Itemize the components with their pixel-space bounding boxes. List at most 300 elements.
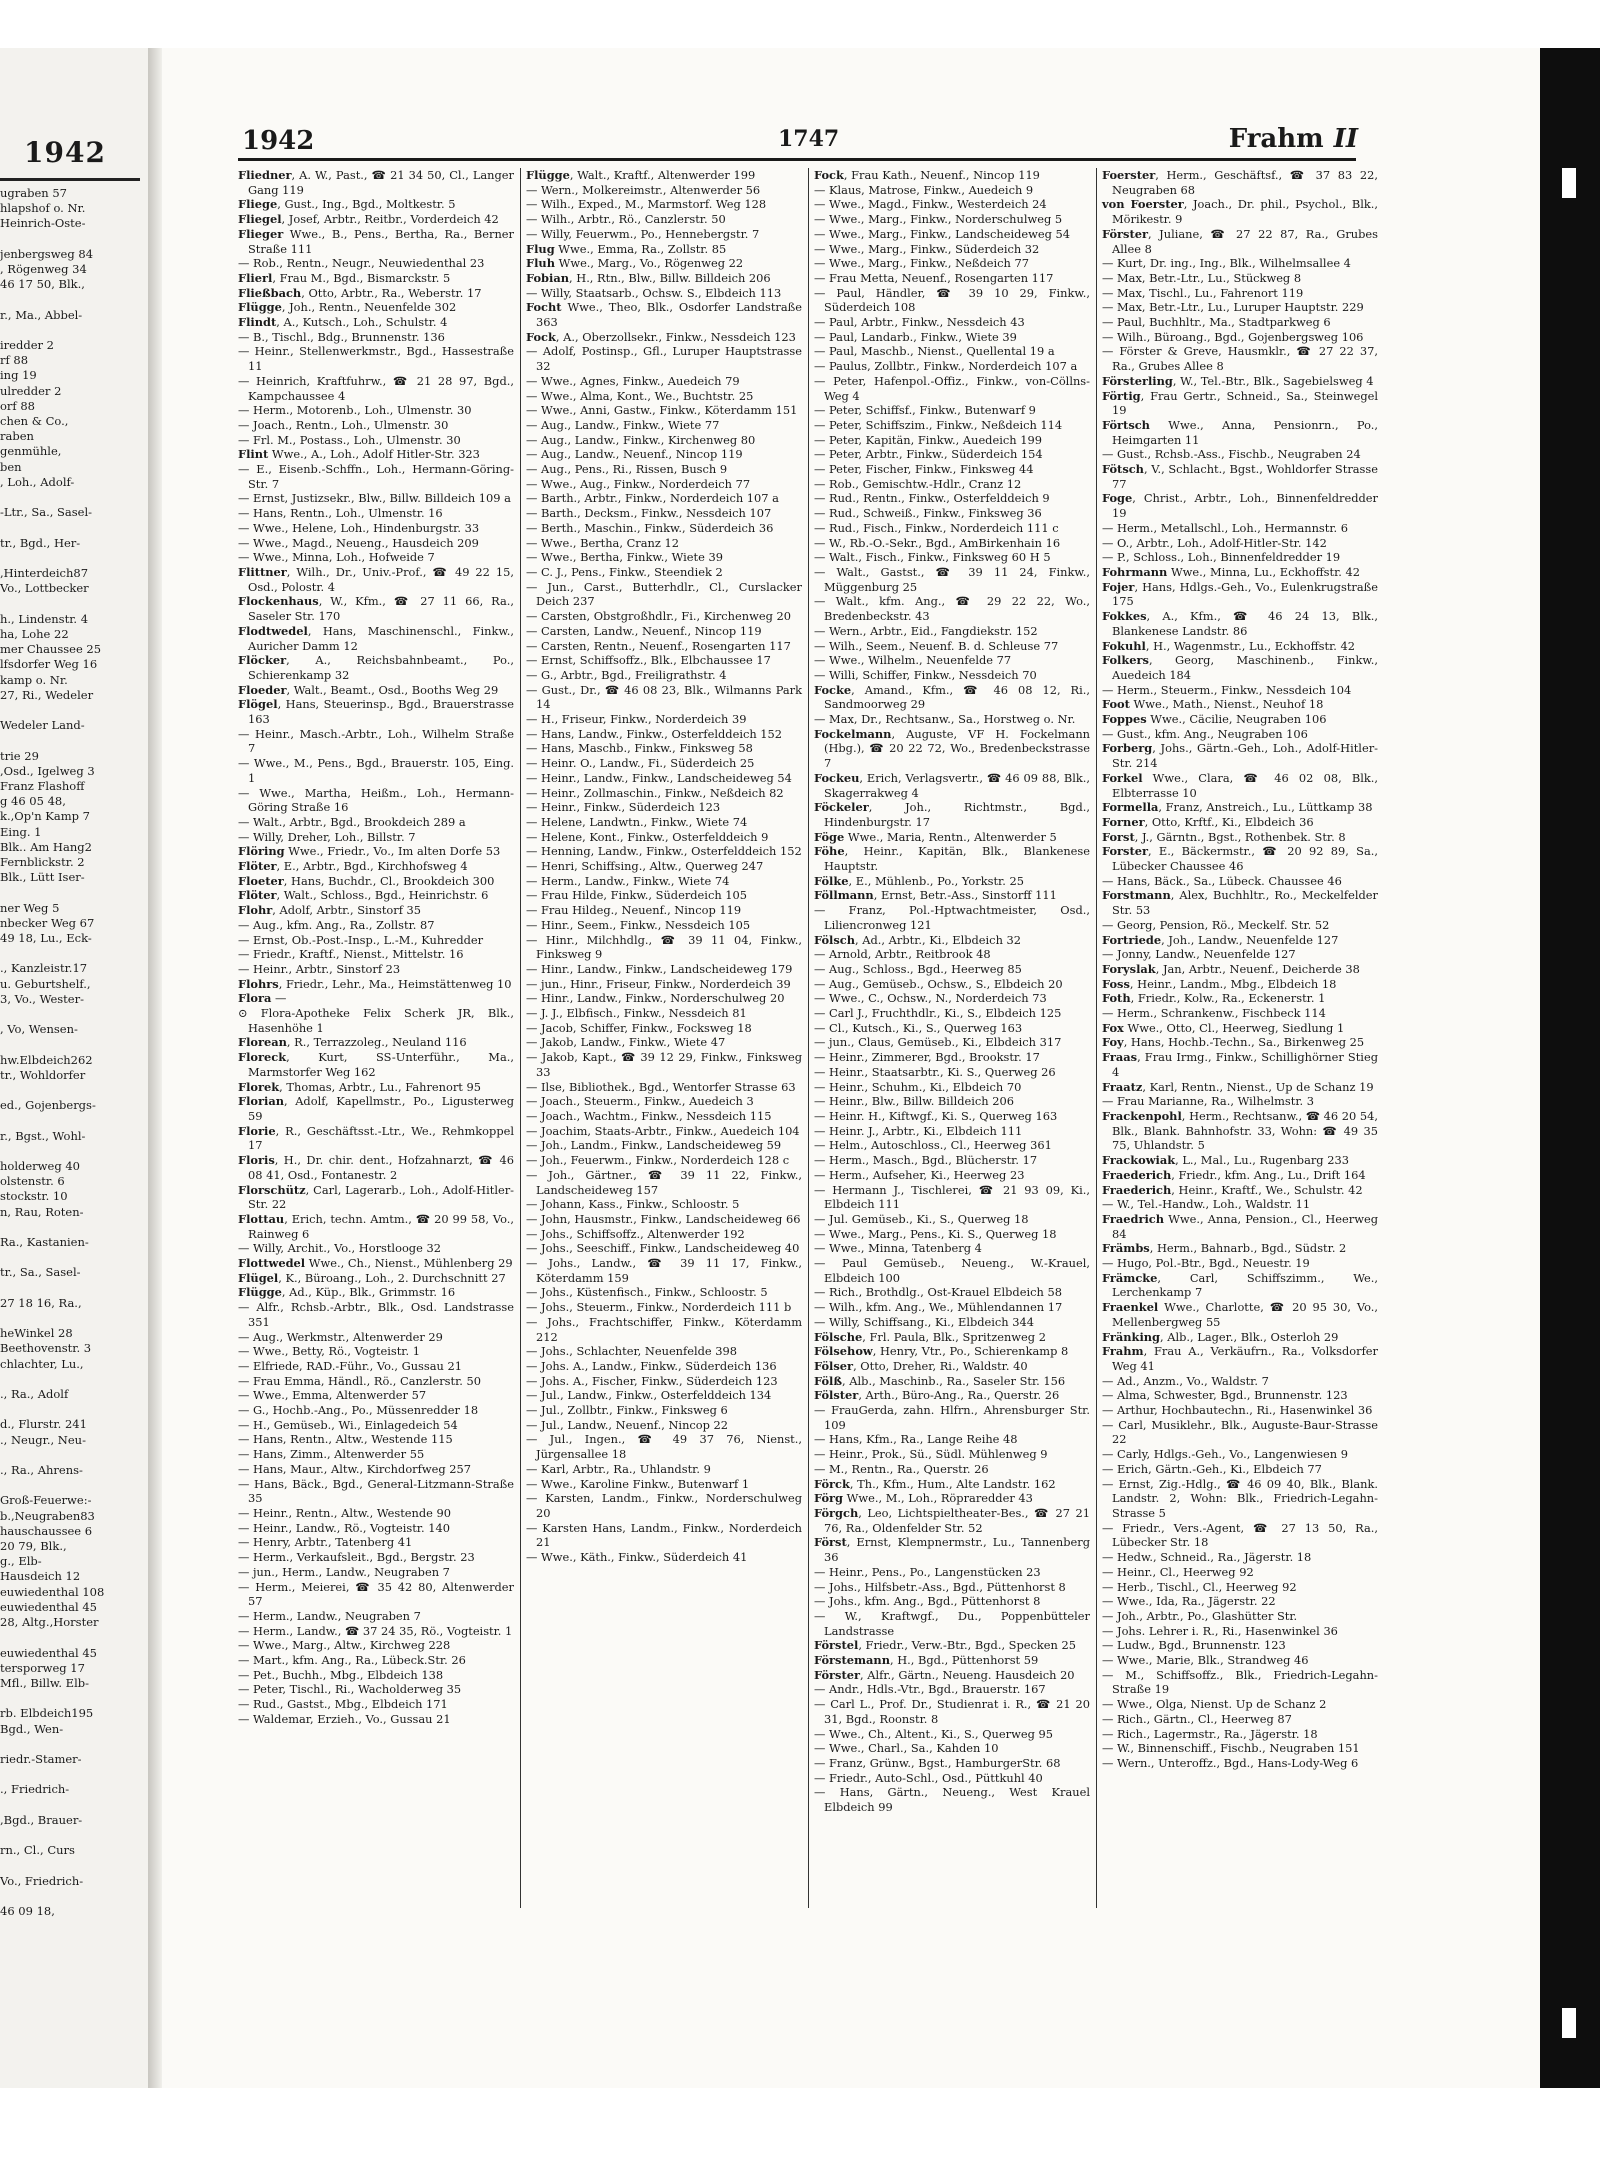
entry-details: , Ernst, Klempnermstr., Lu., Tannenberg 36 — [824, 1535, 1090, 1565]
directory-entry — [238, 1462, 514, 1477]
entry-details: — Hans, Landw., Finkw., Osterfelddeich 152 — [526, 726, 783, 741]
entry-details: , Jan, Arbtr., Neuenf., Deicherde 38 — [1155, 961, 1360, 976]
entry-surname: Fölster — [814, 1388, 859, 1403]
directory-entry — [526, 1241, 802, 1256]
directory-entry — [1102, 374, 1378, 389]
left-page-line: n, Rau, Roten- — [0, 1204, 84, 1219]
left-page-line: euwiedenthal 108 — [0, 1584, 105, 1599]
directory-entry — [526, 741, 802, 756]
directory-entry — [1102, 609, 1378, 638]
directory-entry — [238, 1653, 514, 1668]
entry-details: — Walt., Gastst., ☎ 39 11 24, Finkw., Müggenburg 25 — [814, 564, 1090, 594]
entry-details: , Wilh., Dr., Univ.-Prof., ☎ 49 22 15, Osd., Polostr. 4 — [248, 564, 514, 594]
directory-entry — [814, 242, 1090, 257]
left-page-line — [0, 1083, 140, 1098]
directory-entry — [814, 1771, 1090, 1786]
entry-details: , Thomas, Arbtr., Lu., Fahrenort 95 — [279, 1079, 481, 1094]
entry-surname: Forner — [1102, 814, 1145, 829]
directory-entry — [1102, 1183, 1378, 1198]
directory-entry — [526, 712, 802, 727]
directory-entry — [526, 1035, 802, 1050]
entry-details: — Carly, Hdlgs.-Geh., Vo., Langenwiesen 9 — [1102, 1447, 1348, 1462]
entry-surname: Florschütz — [238, 1182, 306, 1197]
entry-details: — Ilse, Bibliothek., Bgd., Wentorfer Strasse 63 — [526, 1079, 796, 1094]
directory-entry — [814, 1035, 1090, 1050]
left-page-line: k.,Op'n Kamp 7 — [0, 809, 90, 824]
directory-entry — [814, 506, 1090, 521]
entry-details: — Frau Marianne, Ra., Wilhelmstr. 3 — [1102, 1094, 1315, 1109]
entry-details: — Heinr. J., Arbtr., Ki., Elbdeich 111 — [814, 1123, 1023, 1138]
directory-entry — [814, 683, 1090, 712]
directory-entry — [526, 903, 802, 918]
directory-entry — [238, 1477, 514, 1506]
directory-entry — [238, 1183, 514, 1212]
directory-entry — [238, 506, 514, 521]
entry-details: , A. W., Past., ☎ 21 34 50, Cl., Langer Gang 119 — [248, 168, 514, 197]
directory-entry — [526, 168, 802, 183]
entry-details: , H., Rtn., Blw., Billw. Billdeich 206 — [569, 270, 771, 285]
left-page-line: Bgd., Wen- — [0, 1721, 64, 1736]
entry-details: — Heinr. H., Kiftwgf., Ki. S., Querweg 163 — [814, 1109, 1058, 1123]
entry-surname: Fockeu — [814, 770, 860, 785]
entry-details: — Rud., Fisch., Finkw., Norderdeich 111 c — [814, 520, 1059, 535]
directory-entry — [1102, 977, 1378, 992]
directory-entry — [814, 1109, 1090, 1124]
directory-entry — [526, 800, 802, 815]
entry-details: — Barth., Decksm., Finkw., Nessdeich 107 — [526, 506, 772, 521]
entry-details: — Mart., kfm. Ang., Ra., Lübeck.Str. 26 — [238, 1653, 466, 1668]
directory-entry — [1102, 683, 1378, 698]
entry-details: — Wwe., Anni, Gastw., Finkw., Köterdamm 151 — [526, 403, 798, 418]
entry-details: , Frau Kath., Neuenf., Nincop 119 — [843, 168, 1040, 182]
entry-details: , Alb., Lager., Blk., Osterloh 29 — [1160, 1329, 1339, 1344]
entry-details: — Herm., Meierei, ☎ 35 42 80, Altenwerder 57 — [238, 1579, 514, 1609]
entry-details: , E., Bäckermstr., ☎ 20 92 89, Sa., Lübecker Chaussee 46 — [1112, 844, 1378, 874]
entry-details: — jun., Herm., Landw., Neugraben 7 — [238, 1564, 450, 1579]
entry-surname: Flögel — [238, 697, 278, 712]
directory-entry — [814, 168, 1090, 183]
directory-entry — [238, 624, 514, 653]
directory-entry — [814, 1138, 1090, 1153]
entry-details: , Juliane, ☎ 27 22 87, Ra., Grubes Allee 8 — [1112, 226, 1378, 256]
entry-details: , L., Mal., Lu., Rugenbarg 233 — [1175, 1153, 1349, 1168]
entry-details: — Friedr., Kraftf., Nienst., Mittelstr. 16 — [238, 947, 464, 962]
left-page-line: nbecker Weg 67 — [0, 915, 95, 930]
directory-entry — [526, 1418, 802, 1433]
entry-details: — Hinr., Landw., Finkw., Norderschulweg 20 — [526, 991, 785, 1006]
directory-entry — [814, 1080, 1090, 1095]
directory-entry — [814, 1535, 1090, 1564]
entry-surname: Frackowiak — [1102, 1153, 1176, 1168]
entry-details: — Wwe., Marg., Pens., Ki. S., Querweg 18 — [814, 1226, 1057, 1241]
entry-details: — Arthur, Hochbautechn., Ri., Hasenwinkel 36 — [1102, 1403, 1373, 1418]
entry-details: — Heinr., Pens., Po., Langenstücken 23 — [814, 1564, 1041, 1579]
directory-entry — [814, 1477, 1090, 1492]
entry-details: — Rob., Rentn., Neugr., Neuwiedenthal 23 — [238, 256, 485, 271]
entry-details: — Hans, Rentn., Altw., Westende 115 — [238, 1432, 453, 1447]
left-page-line: tr., Sa., Sasel- — [0, 1265, 81, 1280]
left-page-line — [0, 1478, 140, 1493]
entry-details: — Heinr., Rentn., Altw., Westende 90 — [238, 1505, 452, 1520]
directory-entry — [814, 977, 1090, 992]
column-divider — [808, 168, 809, 1908]
directory-entry — [526, 977, 802, 992]
directory-entry — [526, 1197, 802, 1212]
left-page-line: r., Ma., Abbel- — [0, 307, 83, 322]
entry-details: — Paulus, Zollbtr., Finkw., Norderdeich 107 a — [814, 359, 1078, 374]
entry-surname: Flieger — [238, 226, 284, 241]
directory-entry — [814, 1227, 1090, 1242]
entry-details: — Aug., Landw., Finkw., Kirchenweg 80 — [526, 432, 756, 447]
left-page-line: ben — [0, 459, 22, 474]
entry-details: — Max, Dr., Rechtsanw., Sa., Horstweg o. Nr. — [814, 712, 1076, 727]
left-page-line: ing 19 — [0, 368, 37, 383]
entry-details: — Wwe., Ch., Altent., Ki., S., Querweg 95 — [814, 1726, 1053, 1741]
directory-entry — [1102, 344, 1378, 373]
directory-entry — [238, 1388, 514, 1403]
directory-entry — [238, 536, 514, 551]
entry-surname: Fobian — [526, 270, 570, 285]
entry-details: — Wwe., Bertha, Finkw., Wiete 39 — [526, 550, 723, 565]
directory-entry — [1102, 447, 1378, 462]
left-page-line: ,Hinterdeich87 — [0, 566, 89, 581]
entry-details: — Heinr., Blw., Billw. Billdeich 206 — [814, 1094, 1014, 1109]
entry-details: — Ludw., Bgd., Brunnenstr. 123 — [1102, 1638, 1286, 1653]
entry-surname: Förtsch — [1102, 417, 1150, 432]
left-page-line — [0, 596, 140, 611]
entry-details: Wwe., Anna, Pensionrn., Po., Heimgarten 11 — [1112, 417, 1378, 447]
entry-surname: Folkers — [1102, 653, 1149, 668]
directory-entry — [526, 1521, 802, 1550]
entry-details: — Joachim, Staats-Arbtr., Finkw., Auedeich 104 — [526, 1123, 800, 1138]
entry-details: — Frau Hildeg., Neuenf., Nincop 119 — [526, 903, 742, 918]
directory-entry — [238, 1330, 514, 1345]
entry-details: — Heinr., Stellenwerkmstr., Bgd., Hassestraße 11 — [238, 344, 514, 374]
running-head-name: Frahm — [1228, 124, 1324, 154]
entry-details: — Wern., Arbtr., Eid., Fangdiekstr. 152 — [814, 623, 1038, 638]
entry-details: — Hermann J., Tischlerei, ☎ 21 93 09, Ki., Elbdeich 111 — [814, 1182, 1090, 1212]
directory-entry — [526, 418, 802, 433]
directory-entry — [1102, 1521, 1378, 1550]
directory-entry — [526, 1021, 802, 1036]
entry-surname: Flodtwedel — [238, 623, 308, 638]
entry-surname: Fraedrich — [1102, 1211, 1165, 1226]
entry-details: — Wilh., kfm. Ang., We., Mühlendannen 17 — [814, 1300, 1063, 1315]
directory-entry — [238, 1359, 514, 1374]
entry-details: — Herm., Masch., Bgd., Blücherstr. 17 — [814, 1153, 1038, 1168]
left-page-line — [0, 1691, 140, 1706]
entry-details: , Otto, Arbtr., Ra., Weberstr. 17 — [301, 285, 482, 300]
directory-entry — [1102, 550, 1378, 565]
directory-entry — [1102, 1741, 1378, 1756]
entry-details: — Helene, Landwtn., Finkw., Wiete 74 — [526, 814, 748, 829]
entry-details: , Hans, Buchdr., Cl., Brookdeich 300 — [283, 873, 495, 888]
entry-details: — Walt., kfm. Ang., ☎ 29 22 22, Wo., Bredenbeckstr. 43 — [814, 594, 1090, 624]
directory-entry — [814, 359, 1090, 374]
entry-details: — Frl. M., Postass., Loh., Ulmenstr. 30 — [238, 432, 461, 447]
entry-surname: Fraas — [1102, 1050, 1138, 1065]
column-divider — [1096, 168, 1097, 1908]
directory-entry — [238, 1638, 514, 1653]
directory-entry — [526, 1153, 802, 1168]
directory-entry — [1102, 1653, 1378, 1668]
entry-details: — Jul., Ingen., ☎ 49 37 76, Nienst., Jürgensallee 18 — [526, 1432, 802, 1462]
directory-entry — [238, 1682, 514, 1697]
directory-entry — [814, 1580, 1090, 1595]
entry-details: — Wwe., Minna, Tatenberg 4 — [814, 1241, 982, 1256]
directory-entry — [814, 1506, 1090, 1535]
entry-details: — Friedr., Auto-Schl., Osd., Püttkuhl 40 — [814, 1770, 1043, 1785]
entry-details: — Herm., Landw., ☎ 37 24 35, Rö., Vogteistr. 1 — [238, 1623, 513, 1638]
directory-entry — [1102, 1050, 1378, 1079]
entry-details: Wwe., Theo, Blk., Osdorfer Landstraße 363 — [536, 300, 802, 330]
directory-entry — [238, 1712, 514, 1727]
directory-entry — [526, 1432, 802, 1461]
directory-entry — [1102, 844, 1378, 873]
entry-surname: Flottwedel — [238, 1256, 306, 1271]
directory-entry — [526, 844, 802, 859]
entry-details: — Herm., Metallschl., Loh., Hermannstr. 6 — [1102, 520, 1349, 535]
directory-entry — [1102, 888, 1378, 917]
entry-details: , Walt., Schloss., Bgd., Heinrichstr. 6 — [276, 888, 489, 903]
entry-details: Wwe., Friedr., Vo., Im alten Dorfe 53 — [284, 844, 501, 859]
directory-entry — [526, 300, 802, 329]
entry-details: — Heinr., Staatsarbtr., Ki. S., Querweg 26 — [814, 1064, 1056, 1079]
left-page-line: Hausdeich 12 — [0, 1569, 81, 1584]
entry-details: — Carsten, Landw., Neuenf., Nincop 119 — [526, 623, 762, 638]
entry-details: — Joh., Feuerwm., Finkw., Norderdeich 128 c — [526, 1153, 790, 1168]
entry-details: , V., Schlacht., Bgst., Wohldorfer Strasse 77 — [1112, 462, 1378, 491]
left-page-line: , Vo, Wensen- — [0, 1022, 78, 1037]
directory-entry — [526, 1285, 802, 1300]
entry-details: , Carl, Lagerarb., Loh., Adolf-Hitler-Str. 22 — [248, 1182, 514, 1212]
entry-details: — Barth., Arbtr., Finkw., Norderdeich 107 a — [526, 491, 779, 506]
directory-entry — [238, 1241, 514, 1256]
directory-entry — [526, 1550, 802, 1565]
directory-entry — [238, 962, 514, 977]
left-page-line: ., Ra., Adolf — [0, 1387, 69, 1402]
entry-details: — Hans, Bäck., Sa., Lübeck. Chaussee 46 — [1102, 873, 1342, 888]
directory-entry — [814, 771, 1090, 800]
entry-details: , Otto, Dreher, Ri., Waldstr. 40 — [853, 1358, 1028, 1373]
entry-details: — Jonny, Landw., Neuenfelde 127 — [1102, 947, 1296, 962]
directory-entry — [1102, 168, 1378, 197]
entry-details: — Paul, Buchhltr., Ma., Stadtparkweg 6 — [1102, 315, 1331, 330]
entry-details: , Ad., Arbtr., Ki., Elbdeich 32 — [855, 932, 1022, 947]
entry-surname: Fölß — [814, 1373, 843, 1388]
entry-details: — Kurt, Dr. ing., Ing., Blk., Wilhelmsallee 4 — [1102, 256, 1351, 271]
directory-entry — [526, 727, 802, 742]
entry-details: Wwe., Math., Nienst., Neuhof 18 — [1129, 697, 1324, 712]
entry-surname: Förtig — [1102, 388, 1141, 403]
directory-entry — [814, 1594, 1090, 1609]
directory-entry — [814, 1006, 1090, 1021]
directory-entry — [814, 1183, 1090, 1212]
entry-surname: Flügge — [238, 1285, 282, 1300]
entry-details: — Hans, Maur., Altw., Kirchdorfweg 257 — [238, 1461, 471, 1476]
left-page-line: iredder 2 — [0, 338, 54, 353]
directory-entry — [1102, 1021, 1378, 1036]
directory-entry — [1102, 536, 1378, 551]
directory-entry — [1102, 418, 1378, 447]
directory-entry — [814, 1403, 1090, 1432]
directory-entry — [814, 1256, 1090, 1285]
directory-entry — [526, 874, 802, 889]
entry-surname: Flügge — [526, 168, 570, 182]
entry-details: Wwe., Cäcilie, Neugraben 106 — [1146, 712, 1327, 727]
directory-entry — [238, 1403, 514, 1418]
left-page-line — [0, 1007, 140, 1022]
entry-details: — Wwe., Käth., Finkw., Süderdeich 41 — [526, 1550, 748, 1565]
entry-details: — Wwe., Aug., Finkw., Norderdeich 77 — [526, 476, 751, 491]
directory-entry — [526, 536, 802, 551]
left-page-line: lfsdorfer Weg 16 — [0, 657, 98, 672]
directory-entry — [814, 344, 1090, 359]
entry-details: — Heinr., Zimmerer, Bgd., Brookstr. 17 — [814, 1050, 1040, 1065]
left-page-line — [0, 1144, 140, 1159]
left-page-line — [0, 1220, 140, 1235]
entry-details: — Peter, Kapitän, Finkw., Auedeich 199 — [814, 432, 1042, 447]
directory-entry — [1102, 800, 1378, 815]
directory-entry — [814, 330, 1090, 345]
entry-surname: Formella — [1102, 800, 1159, 815]
left-page-line — [0, 1630, 140, 1645]
entry-surname: Floris — [238, 1153, 275, 1168]
entry-details: — H., Friseur, Finkw., Norderdeich 39 — [526, 712, 747, 727]
directory-entry — [1102, 1594, 1378, 1609]
entry-details: , Joach., Dr. phil., Psychol., Blk., Mörikestr. 9 — [1112, 197, 1378, 227]
entry-details: — Waldemar, Erzieh., Vo., Gussau 21 — [238, 1711, 451, 1726]
entry-surname: Förck — [814, 1476, 850, 1491]
entry-details: , Frau M., Bgd., Bismarckstr. 5 — [272, 270, 451, 285]
entry-surname: Fraatz — [1102, 1079, 1143, 1094]
entry-details: , Heinr., Landm., Mbg., Elbdeich 18 — [1129, 976, 1337, 991]
directory-entry — [238, 315, 514, 330]
entry-details: — Aug., Werkmstr., Altenwerder 29 — [238, 1329, 443, 1344]
entry-details: — Wwe., Helene, Loh., Hindenburgstr. 33 — [238, 520, 480, 535]
entry-details: — Aug., Pens., Ri., Rissen, Busch 9 — [526, 462, 728, 477]
entry-surname: Fortriede — [1102, 932, 1162, 947]
entry-details: — Wwe., Marg., Finkw., Süderdeich 32 — [814, 241, 1040, 256]
left-page-line: , Loh., Adolf- — [0, 474, 75, 489]
directory-entry — [526, 374, 802, 389]
directory-entry — [814, 197, 1090, 212]
directory-entry — [526, 565, 802, 580]
directory-entry — [526, 962, 802, 977]
directory-entry — [238, 1271, 514, 1286]
directory-entry — [1102, 565, 1378, 580]
entry-details: — Joach., Wachtm., Finkw., Nessdeich 115 — [526, 1109, 772, 1123]
directory-entry — [526, 521, 802, 536]
directory-entry — [238, 786, 514, 815]
directory-entry — [526, 888, 802, 903]
entry-surname: Först — [814, 1535, 847, 1550]
entry-details: — Carl L., Prof. Dr., Studienrat i. R., ☎ 21 20 31, Bgd., Roonstr. 8 — [814, 1697, 1090, 1726]
directory-entry — [814, 903, 1090, 932]
directory-entry — [814, 271, 1090, 286]
entry-details: — Johs., Seeschiff., Finkw., Landscheideweg 40 — [526, 1241, 800, 1256]
entry-details: — Rob., Gemischtw.-Hdlr., Cranz 12 — [814, 476, 1022, 491]
entry-details: — Hans, Rentn., Loh., Ulmenstr. 16 — [238, 506, 443, 521]
directory-entry — [238, 462, 514, 491]
directory-entry — [238, 1609, 514, 1624]
directory-entry — [238, 212, 514, 227]
entry-details: — Hans, Bäck., Bgd., General-Litzmann-Straße 35 — [238, 1476, 514, 1506]
entry-details: , Auguste, VF H. Fockelmann (Hbg.), ☎ 20 22 72, Wo., Bredenbeckstrasse 7 — [824, 726, 1090, 771]
entry-details: — Alma, Schwester, Bgd., Brunnenstr. 123 — [1102, 1388, 1348, 1403]
directory-entry — [1102, 918, 1378, 933]
entry-surname: Flindt — [238, 315, 277, 330]
entry-details: — Wwe., Ida, Ra., Jägerstr. 22 — [1102, 1594, 1276, 1609]
directory-entry — [814, 1300, 1090, 1315]
entry-details: — Wwe., Betty, Rö., Vogteistr. 1 — [238, 1344, 420, 1359]
left-page-line — [0, 1889, 140, 1904]
directory-column-3 — [814, 168, 1090, 1815]
directory-entry — [1102, 1300, 1378, 1329]
directory-entry — [1102, 947, 1378, 962]
directory-entry — [1102, 1418, 1378, 1447]
entry-details: — Friedr., Vers.-Agent, ☎ 27 13 50, Ra., Lübecker Str. 18 — [1102, 1520, 1378, 1550]
directory-entry — [814, 286, 1090, 315]
entry-surname: Främbs — [1102, 1241, 1150, 1256]
directory-entry — [1102, 1712, 1378, 1727]
directory-entry — [814, 1638, 1090, 1653]
entry-details: Wwe., Emma, Ra., Zollstr. 85 — [554, 241, 727, 256]
entry-surname: Främcke — [1102, 1270, 1158, 1285]
directory-entry — [1102, 1374, 1378, 1389]
entry-details: — Johs. Lehrer i. R., Ri., Hasenwinkel 36 — [1102, 1623, 1338, 1638]
entry-details: , Otto, Krftf., Ki., Elbdeich 36 — [1144, 814, 1314, 829]
directory-entry — [1102, 697, 1378, 712]
entry-surname: Foy — [1102, 1035, 1124, 1050]
left-page-line: jenbergsweg 84 — [0, 246, 94, 261]
left-page-line: Wedeler Land- — [0, 718, 85, 733]
entry-details: , Kurt, SS-Unterführ., Ma., Marmstorfer Weg 162 — [248, 1050, 514, 1079]
directory-entry — [526, 1227, 802, 1242]
directory-entry — [814, 1241, 1090, 1256]
entry-details: — Johann, Kass., Finkw., Schloostr. 5 — [526, 1197, 740, 1212]
left-page-line — [0, 1402, 140, 1417]
left-page-line: trie 29 — [0, 748, 39, 763]
entry-details: — Wwe., Marg., Altw., Kirchweg 228 — [238, 1638, 451, 1653]
left-page-line: ulredder 2 — [0, 383, 62, 398]
directory-entry — [526, 1109, 802, 1124]
entry-surname: Fockelmann — [814, 726, 892, 741]
directory-entry — [814, 315, 1090, 330]
entry-details: — Herm., Landw., Finkw., Wiete 74 — [526, 873, 730, 888]
entry-details: — Jacob, Schiffer, Finkw., Focksweg 18 — [526, 1020, 752, 1035]
entry-details: — Ernst, Ob.-Post.-Insp., L.-M., Kuhredder — [238, 932, 484, 947]
entry-surname: Fölsch — [814, 932, 856, 947]
entry-details: — Peter, Arbtr., Finkw., Süderdeich 154 — [814, 447, 1043, 462]
entry-surname: Forster — [1102, 844, 1148, 859]
directory-entry — [238, 1080, 514, 1095]
left-page-line: Beethovenstr. 3 — [0, 1341, 92, 1356]
directory-entry — [238, 256, 514, 271]
left-page-line: ., Kanzleistr.17 — [0, 961, 88, 976]
entry-details: , Herm., Rechtsanw., ☎ 46 20 54, Blk., Blank. Bahnhofstr. 33, Wohn: ☎ 49 35 75, Uhlandstr. 5 — [1112, 1109, 1378, 1153]
directory-entry — [526, 609, 802, 624]
directory-entry — [238, 491, 514, 506]
directory-entry — [238, 521, 514, 536]
directory-entry — [238, 1550, 514, 1565]
entry-surname: von Foerster — [1102, 197, 1184, 212]
directory-entry — [814, 1094, 1090, 1109]
entry-surname: Flora — [238, 991, 272, 1006]
directory-entry — [814, 947, 1090, 962]
entry-details: — FrauGerda, zahn. Hlfrn., Ahrensburger Str. 109 — [814, 1403, 1090, 1432]
entry-details: — Herm., Motorenb., Loh., Ulmenstr. 30 — [238, 403, 472, 418]
